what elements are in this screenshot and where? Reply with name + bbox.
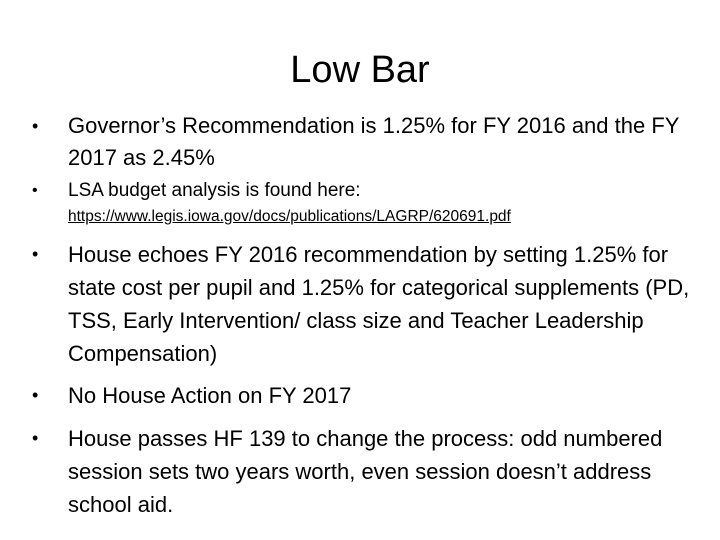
bullet-dot-icon: •	[32, 385, 39, 405]
bullet-item	[30, 177, 690, 205]
bullet-text: Governor’s Recommendation is 1.25% for FY 2016 and the FY 2017 as 2.45%	[68, 113, 680, 170]
bullet-item	[30, 238, 690, 370]
bullet-text: House echoes FY 2016 recommendation by setting 1.25% for state cost per pupil and 1.25% for categorical supplements (PD, TSS, Early Intervention/ class size and Teacher Leadership Compensation)	[68, 242, 690, 366]
bullet-text: No House Action on FY 2017	[68, 383, 352, 408]
bullet-dot-icon: •	[32, 182, 38, 199]
bullet-dot-icon: •	[32, 428, 39, 448]
bullet-item	[30, 110, 690, 174]
lsa-budget-link[interactable]: https://www.legis.iowa.gov/docs/publications/LAGRP/620691.pdf	[68, 208, 511, 225]
bullet-item	[30, 379, 690, 412]
bullet-text: LSA budget analysis is found here:	[68, 180, 361, 201]
bullet-text: House passes HF 139 to change the process: odd numbered session sets two years worth, even session doesn’t address school aid.	[68, 426, 663, 517]
bullet-item	[30, 422, 690, 521]
bullet-dot-icon: •	[32, 244, 39, 264]
slide-title: Low Bar	[290, 49, 430, 91]
bullet-dot-icon: •	[32, 116, 39, 136]
